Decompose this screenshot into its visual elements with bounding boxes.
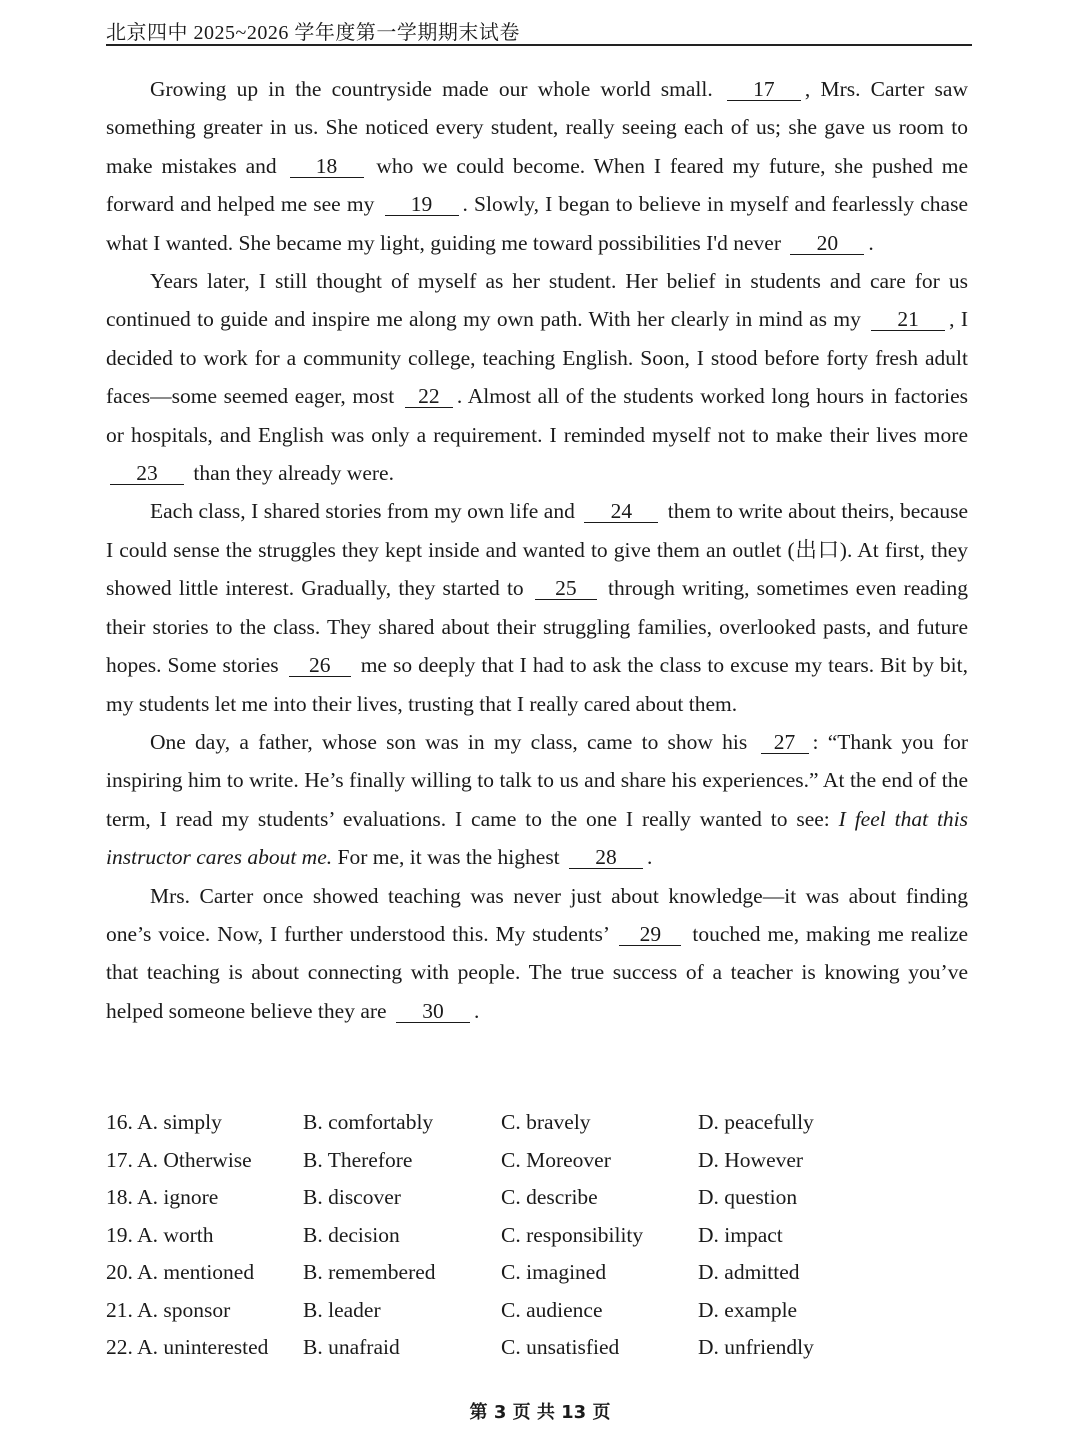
blank-20: 20: [790, 232, 864, 255]
option-b: B. remembered: [303, 1260, 436, 1284]
option-c: C. audience: [501, 1297, 603, 1322]
option-b: B. unafraid: [303, 1335, 400, 1359]
passage-text: . Almost all of the students worked long hours in factories or hospitals, and English was only a requirement. I reminded myself not to make their lives more: [106, 384, 969, 447]
passage-text: them to write about theirs, because I could sense the struggles they kept inside and wanted to give them an outlet (出口). At first, they showed little interest. Gradually, they started to: [106, 499, 969, 601]
option-d: D. example: [698, 1297, 798, 1322]
passage-text: .: [868, 230, 874, 255]
blank-19: 19: [385, 193, 459, 216]
passage-text: One day, a father, whose son was in my class, came to show his: [150, 729, 748, 754]
blank-23: 23: [110, 462, 184, 485]
paragraph-4: [106, 723, 968, 877]
blank-17: 17: [727, 78, 801, 101]
option-a: 20. A. mentioned: [106, 1260, 255, 1284]
blank-30: 30: [396, 1000, 470, 1023]
option-b: B. comfortably: [303, 1110, 434, 1134]
exam-title: 北京四中 2025~2026 学年度第一学期期末试卷: [106, 22, 520, 44]
passage-text: , Mrs. Carter saw something greater in us. She noticed every student, really seeing each of us; she gave us room to make mistakes and: [106, 77, 968, 178]
answer-options: [106, 1104, 966, 1367]
option-b: B. Therefore: [303, 1147, 413, 1172]
option-c: C. responsibility: [501, 1222, 644, 1247]
option-b: B. decision: [303, 1222, 400, 1247]
passage-text: touched me, making me realize that teaching is about connecting with people. The true success of a teacher is knowing you’ve helped someone believe they are: [106, 921, 969, 1023]
passage-text: .: [647, 845, 653, 870]
passage-text: who we could become. When I feared my future, she pushed me forward and helped me see my: [106, 153, 969, 217]
paragraph-2: [106, 262, 968, 492]
option-a: 16. A. simply: [106, 1110, 222, 1134]
passage-text: Mrs. Carter once showed teaching was never just about knowledge—it was about finding one’s voice. Now, I further understood this. My students’: [106, 883, 968, 946]
option-b: B. discover: [303, 1185, 401, 1209]
passage-text: Years later, I still thought of myself as her student. Her belief in students and care for us continued to guide and inspire me along my own path. With her clearly in mind as my: [106, 269, 968, 332]
option-c: C. describe: [501, 1185, 598, 1209]
paragraph-1: [106, 70, 968, 262]
blank-29: 29: [619, 923, 681, 946]
question-row-20: [106, 1254, 966, 1292]
passage-text: Growing up in the countryside made our whole world small.: [150, 77, 713, 101]
passage-text: : “Thank you for inspiring him to write. He’s finally willing to talk to us and share his experiences.” At the end of the term, I read my students’ evaluations. I came to the one I really wanted to see:: [106, 729, 969, 831]
blank-25: 25: [535, 577, 597, 600]
blank-28: 28: [569, 846, 643, 869]
option-a: 21. A. sponsor: [106, 1297, 231, 1322]
question-row-21: [106, 1292, 966, 1330]
blank-24: 24: [584, 500, 658, 523]
option-a: 19. A. worth: [106, 1222, 214, 1247]
option-a: 17. A. Otherwise: [106, 1147, 252, 1172]
question-row-18: [106, 1179, 966, 1217]
question-row-19: [106, 1217, 966, 1255]
option-d: D. However: [698, 1147, 804, 1172]
question-row-17: [106, 1142, 966, 1180]
option-d: D. admitted: [698, 1260, 800, 1284]
passage-text: .: [473, 998, 480, 1023]
passage-text: me so deeply that I had to ask the class to excuse my tears. Bit by bit, my students let me into their lives, trusting that I really cared about them.: [106, 653, 968, 716]
option-c: C. Moreover: [501, 1147, 611, 1172]
option-d: D. question: [698, 1185, 798, 1209]
option-c: C. unsatisfied: [501, 1335, 620, 1359]
option-a: 22. A. uninterested: [106, 1335, 269, 1359]
option-d: D. impact: [698, 1222, 783, 1247]
cloze-passage: [106, 70, 968, 1030]
blank-27: 27: [761, 731, 809, 754]
evaluation-quote: I feel that this instructor cares about me.: [106, 806, 969, 870]
blank-21: 21: [871, 308, 945, 331]
option-c: C. bravely: [501, 1110, 591, 1134]
option-c: C. imagined: [501, 1260, 607, 1284]
option-d: D. peacefully: [698, 1110, 814, 1134]
question-row-22: [106, 1329, 966, 1367]
passage-text: than they already were.: [193, 461, 394, 486]
blank-26: 26: [289, 654, 351, 677]
paragraph-3: [106, 492, 968, 722]
passage-text: , I decided to work for a community college, teaching English. Soon, I stood before forty fresh adult faces—some seemed eager, most: [106, 307, 969, 409]
option-d: D. unfriendly: [698, 1335, 814, 1359]
passage-text: Each class, I shared stories from my own life and: [150, 499, 575, 524]
passage-text: through writing, sometimes even reading their stories to the class. They shared about their struggling families, overlooked pasts, and future hopes. Some stories: [106, 576, 969, 678]
passage-text: . Slowly, I began to believe in myself and fearlessly chase what I wanted. She became my light, guiding me toward possibilities I'd never: [106, 192, 969, 255]
option-b: B. leader: [303, 1297, 381, 1322]
passage-text: For me, it was the highest: [337, 845, 560, 870]
blank-22: 22: [405, 385, 453, 408]
paragraph-5: [106, 877, 968, 1031]
question-row-16: [106, 1104, 966, 1142]
page-number: 第 3 页 共 13 页: [469, 1402, 611, 1423]
option-a: 18. A. ignore: [106, 1185, 219, 1209]
page-header: [106, 14, 972, 46]
blank-18: 18: [290, 155, 364, 178]
